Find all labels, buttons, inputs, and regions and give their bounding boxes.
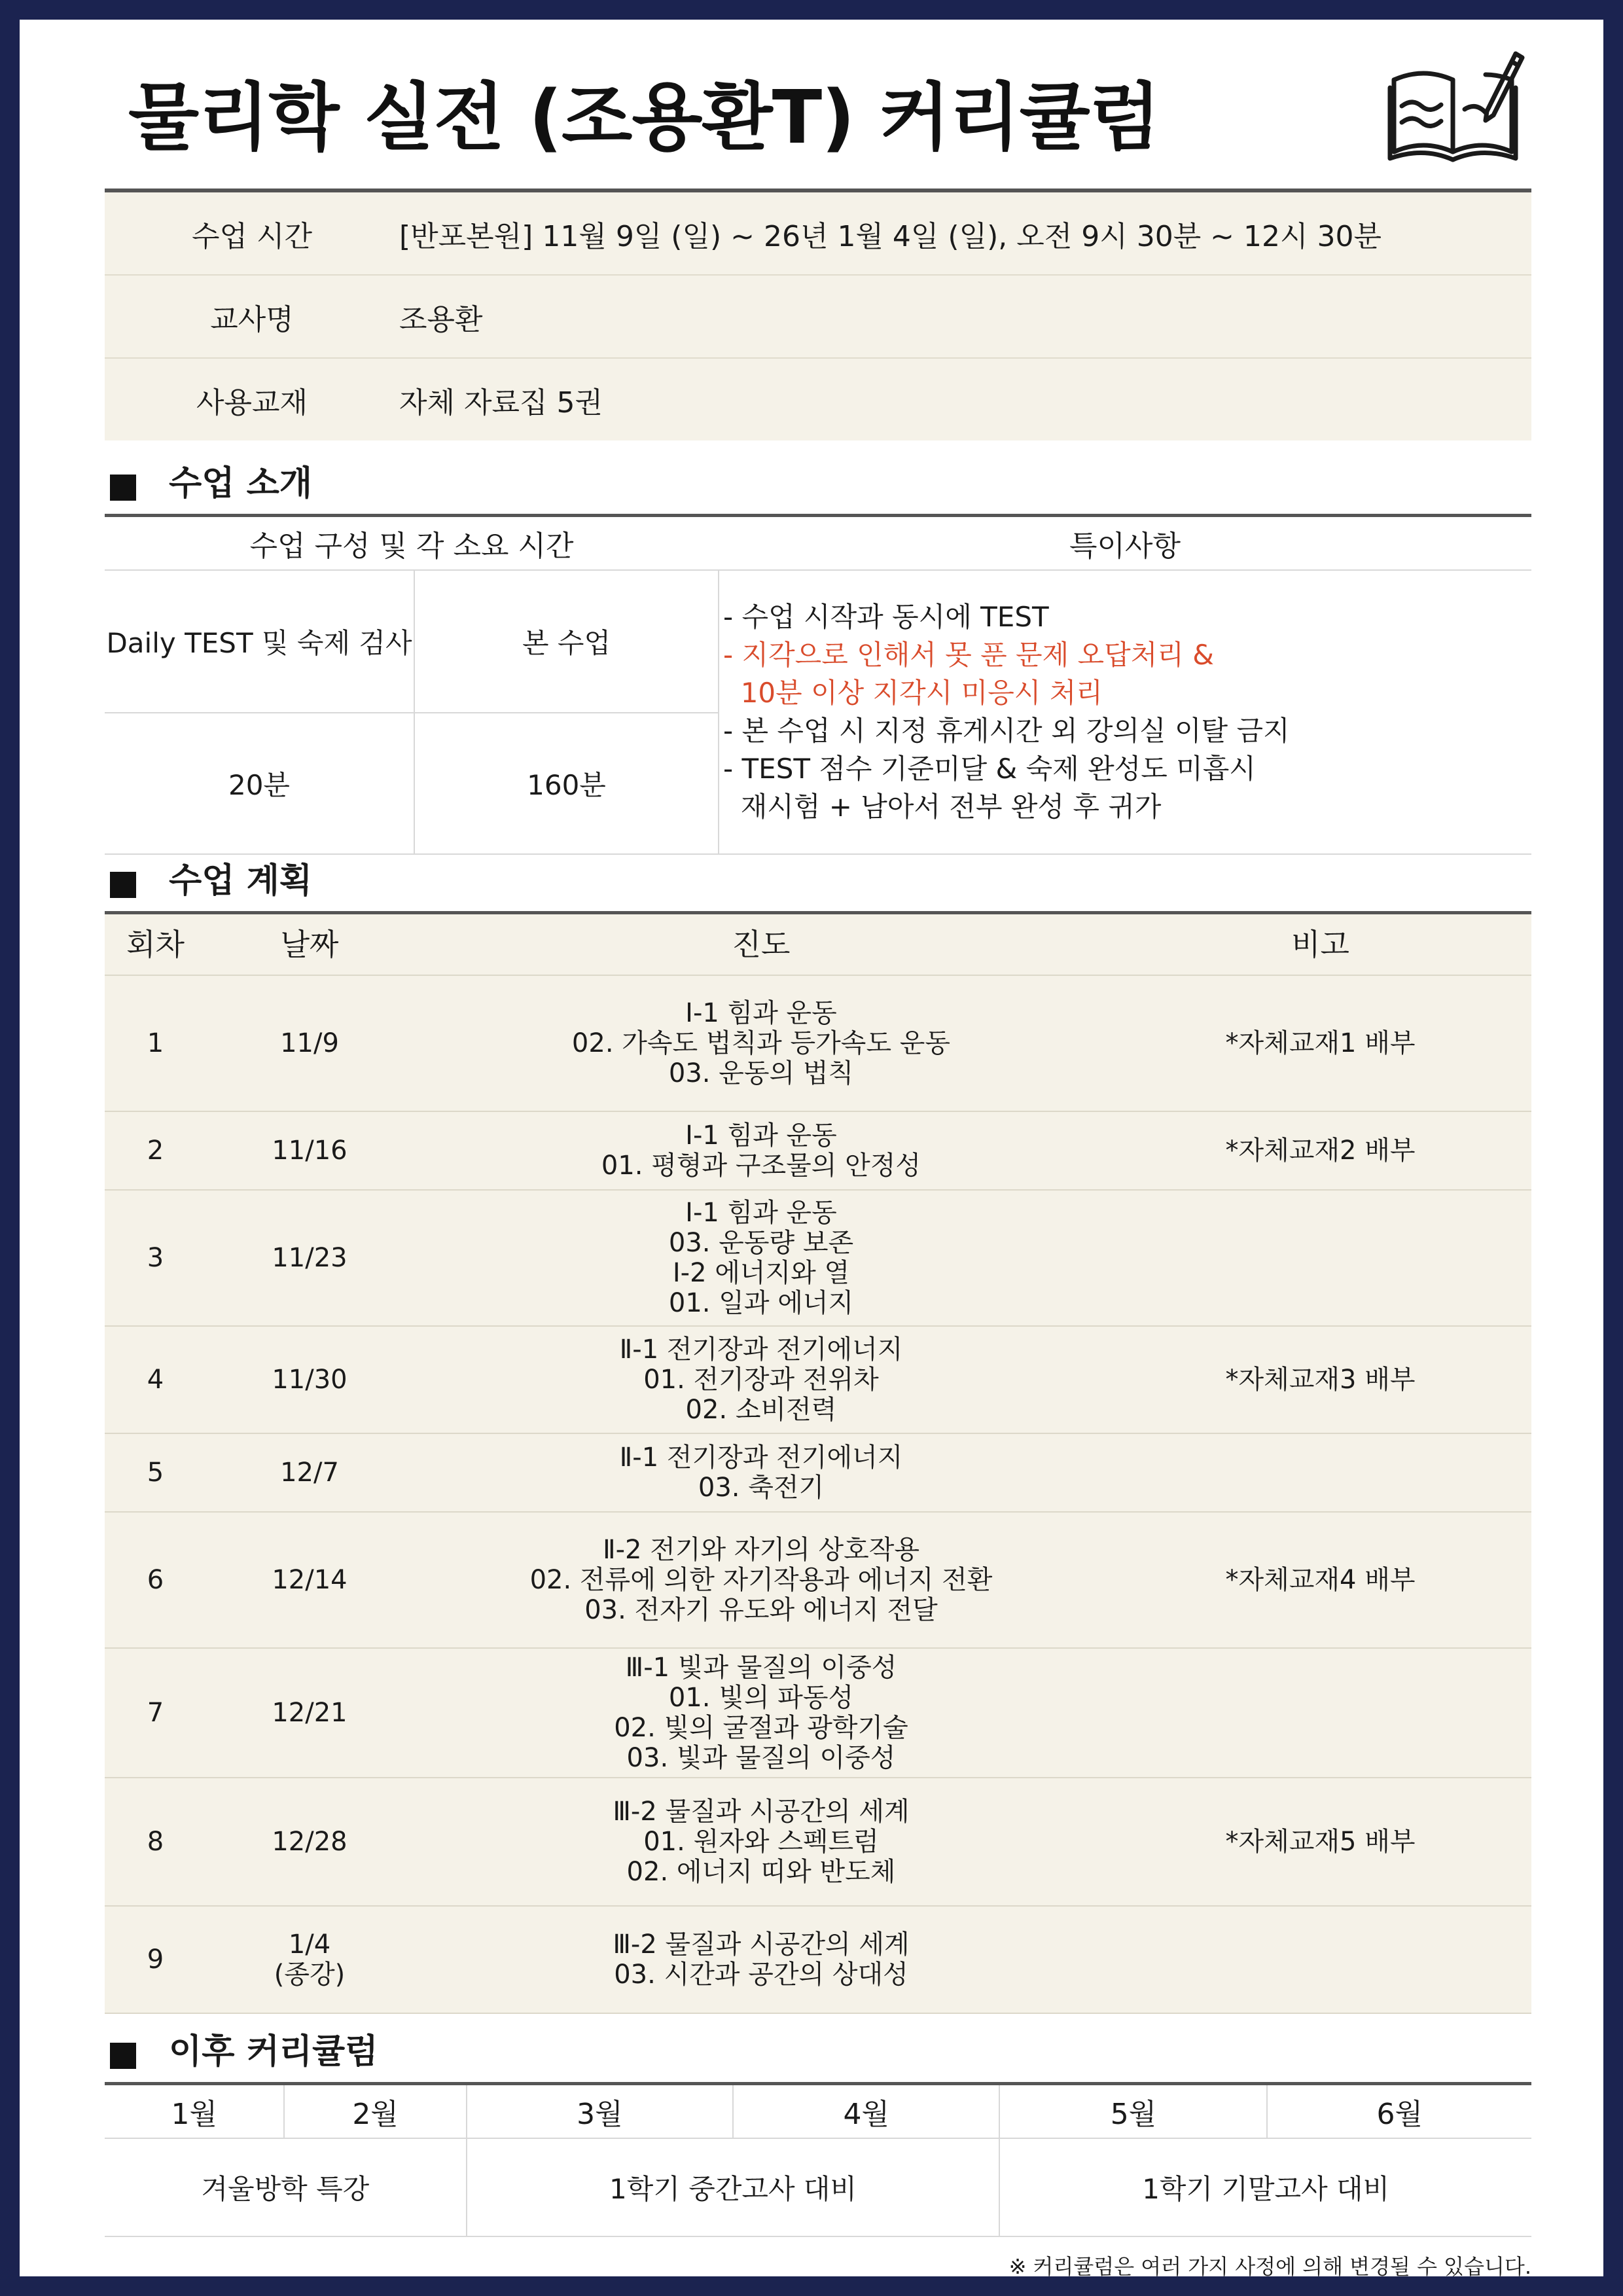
intro-cell: 본 수업 bbox=[414, 570, 719, 713]
section-heading-plan bbox=[105, 855, 1531, 911]
table-row bbox=[105, 1190, 1531, 1326]
info-table bbox=[105, 192, 1531, 440]
section-heading-intro bbox=[105, 440, 1531, 514]
progress-line: 02. 소비전력 bbox=[685, 1395, 837, 1425]
progress-line: 03. 운동의 법칙 bbox=[668, 1058, 854, 1088]
date-line: (종강) bbox=[274, 1960, 346, 1990]
progress-line: Ⅰ-1 힘과 운동 bbox=[685, 1198, 837, 1228]
note-line-warning: 10분 이상 지각시 미응시 처리 bbox=[723, 677, 1103, 709]
note-cell bbox=[1109, 1433, 1531, 1512]
round-cell: 9 bbox=[105, 1906, 206, 2013]
progress-line: 01. 원자와 스펙트럼 bbox=[643, 1827, 879, 1857]
note-cell bbox=[1109, 1906, 1531, 2013]
progress-line: Ⅲ-1 빛과 물질의 이중성 bbox=[625, 1653, 897, 1683]
progress-line: Ⅱ-1 전기장과 전기에너지 bbox=[619, 1335, 903, 1365]
info-row-class-time bbox=[105, 192, 1531, 276]
open-book-pen-icon bbox=[1387, 47, 1525, 165]
round-cell: 3 bbox=[105, 1190, 206, 1326]
progress-line: 03. 시간과 공간의 상대성 bbox=[614, 1960, 908, 1990]
progress-cell bbox=[413, 975, 1109, 1111]
square-bullet-icon bbox=[110, 475, 136, 501]
date-cell: 11/30 bbox=[206, 1326, 413, 1433]
date-cell: 11/9 bbox=[206, 975, 413, 1111]
table-row bbox=[105, 1433, 1531, 1512]
table-row bbox=[105, 1778, 1531, 1906]
info-value: [반포본원] 11월 9일 (일) ~ 26년 1월 4일 (일), 오전 9시 30분 ~ 12시 30분 bbox=[399, 219, 1382, 253]
round-cell: 6 bbox=[105, 1512, 206, 1648]
info-row-textbook bbox=[105, 359, 1531, 440]
round-cell: 8 bbox=[105, 1778, 206, 1906]
note-cell bbox=[1109, 1190, 1531, 1326]
info-row-teacher bbox=[105, 276, 1531, 359]
date-line: 1/4 bbox=[288, 1929, 331, 1960]
round-cell: 5 bbox=[105, 1433, 206, 1512]
plan-col-header: 진도 bbox=[413, 914, 1109, 975]
date-cell: 11/23 bbox=[206, 1190, 413, 1326]
intro-col-header: 수업 구성 및 각 소요 시간 bbox=[105, 517, 719, 570]
progress-line: 01. 빛의 파동성 bbox=[668, 1683, 854, 1713]
month-cell: 3월 bbox=[467, 2085, 733, 2138]
date-cell bbox=[206, 1906, 413, 2013]
intro-col-header: 특이사항 bbox=[719, 517, 1531, 570]
note-cell: *자체교재2 배부 bbox=[1109, 1111, 1531, 1190]
intro-cell: 160분 bbox=[414, 713, 719, 854]
footnote: ※ 커리큘럼은 여러 가지 사정에 의해 변경될 수 있습니다. bbox=[1008, 2254, 1531, 2279]
section-heading-later bbox=[105, 2014, 1531, 2082]
progress-line: 03. 빛과 물질의 이중성 bbox=[626, 1743, 896, 1773]
table-row bbox=[105, 1326, 1531, 1433]
table-row bbox=[105, 1512, 1531, 1648]
progress-line: Ⅲ-2 물질과 시공간의 세계 bbox=[613, 1929, 910, 1960]
document-content bbox=[105, 20, 1531, 2280]
plan-header-row bbox=[105, 914, 1531, 975]
round-cell: 1 bbox=[105, 975, 206, 1111]
info-value: 조용환 bbox=[399, 302, 483, 336]
progress-cell bbox=[413, 1190, 1109, 1326]
progress-cell bbox=[413, 1906, 1109, 2013]
progress-line: 01. 일과 에너지 bbox=[668, 1288, 854, 1318]
progress-cell bbox=[413, 1111, 1109, 1190]
month-cell: 4월 bbox=[733, 2085, 999, 2138]
progress-line: 03. 전자기 유도와 에너지 전달 bbox=[584, 1595, 938, 1625]
progress-line: Ⅰ-2 에너지와 열 bbox=[672, 1258, 850, 1288]
note-cell: *자체교재5 배부 bbox=[1109, 1778, 1531, 1906]
month-cell: 5월 bbox=[999, 2085, 1267, 2138]
note-line: - 수업 시작과 동시에 TEST bbox=[723, 601, 1049, 633]
plan-col-header: 비고 bbox=[1109, 914, 1531, 975]
table-row bbox=[105, 1906, 1531, 2013]
plan-col-header: 회차 bbox=[105, 914, 206, 975]
note-cell: *자체교재3 배부 bbox=[1109, 1326, 1531, 1433]
progress-line: 01. 평형과 구조물의 안정성 bbox=[601, 1151, 921, 1181]
months-row bbox=[105, 2085, 1531, 2138]
page-title: 물리학 실전 (조용환T) 커리큘럼 bbox=[128, 75, 1160, 160]
table-row bbox=[105, 975, 1531, 1111]
progress-line: Ⅱ-1 전기장과 전기에너지 bbox=[619, 1443, 903, 1473]
table-row bbox=[105, 1111, 1531, 1190]
progress-line: 01. 전기장과 전위차 bbox=[643, 1365, 879, 1395]
progress-line: 03. 운동량 보존 bbox=[668, 1228, 854, 1258]
date-cell: 11/16 bbox=[206, 1111, 413, 1190]
info-label: 교사명 bbox=[210, 302, 294, 336]
progress-cell bbox=[413, 1648, 1109, 1778]
later-curriculum-table bbox=[105, 2085, 1531, 2237]
round-cell: 2 bbox=[105, 1111, 206, 1190]
month-cell: 1월 bbox=[105, 2085, 284, 2138]
section-title: 수업 소개 bbox=[169, 464, 313, 503]
month-cell: 2월 bbox=[284, 2085, 466, 2138]
date-cell: 12/14 bbox=[206, 1512, 413, 1648]
round-cell: 4 bbox=[105, 1326, 206, 1433]
intro-row-parts bbox=[105, 570, 1531, 713]
progress-line: 02. 전류에 의한 자기작용과 에너지 전환 bbox=[529, 1565, 993, 1595]
progress-cell bbox=[413, 1512, 1109, 1648]
section-title: 이후 커리큘럼 bbox=[169, 2032, 378, 2072]
month-cell: 6월 bbox=[1267, 2085, 1531, 2138]
note-line: - TEST 점수 기준미달 & 숙제 완성도 미흡시 bbox=[723, 753, 1256, 785]
note-cell: *자체교재4 배부 bbox=[1109, 1512, 1531, 1648]
intro-header-row bbox=[105, 517, 1531, 570]
progress-line: 03. 축전기 bbox=[698, 1473, 825, 1503]
date-cell: 12/21 bbox=[206, 1648, 413, 1778]
progress-line: Ⅰ-1 힘과 운동 bbox=[685, 998, 837, 1028]
progress-line: Ⅰ-1 힘과 운동 bbox=[685, 1121, 837, 1151]
progress-line: 02. 빛의 굴절과 광학기술 bbox=[614, 1713, 908, 1743]
progress-line: 02. 가속도 법칙과 등가속도 운동 bbox=[571, 1028, 951, 1058]
note-cell bbox=[1109, 1648, 1531, 1778]
progress-line: Ⅱ-2 전기와 자기의 상호작용 bbox=[602, 1535, 920, 1565]
page bbox=[20, 20, 1603, 2279]
intro-cell: 20분 bbox=[105, 713, 414, 854]
square-bullet-icon bbox=[110, 2043, 136, 2069]
intro-notes bbox=[719, 570, 1531, 854]
plans-row bbox=[105, 2138, 1531, 2236]
progress-cell bbox=[413, 1433, 1109, 1512]
note-cell: *자체교재1 배부 bbox=[1109, 975, 1531, 1111]
date-cell: 12/28 bbox=[206, 1778, 413, 1906]
section-title: 수업 계획 bbox=[169, 861, 313, 901]
plan-col-header: 날짜 bbox=[206, 914, 413, 975]
intro-table bbox=[105, 517, 1531, 855]
plan-cell: 1학기 기말고사 대비 bbox=[999, 2138, 1531, 2236]
round-cell: 7 bbox=[105, 1648, 206, 1778]
plan-cell: 1학기 중간고사 대비 bbox=[467, 2138, 1000, 2236]
table-row bbox=[105, 1648, 1531, 1778]
progress-cell bbox=[413, 1778, 1109, 1906]
progress-line: Ⅲ-2 물질과 시공간의 세계 bbox=[613, 1797, 910, 1827]
info-value: 자체 자료집 5권 bbox=[399, 386, 603, 420]
progress-line: 02. 에너지 띠와 반도체 bbox=[626, 1857, 896, 1887]
date-cell: 12/7 bbox=[206, 1433, 413, 1512]
plan-cell: 겨울방학 특강 bbox=[105, 2138, 467, 2236]
intro-cell: Daily TEST 및 숙제 검사 bbox=[105, 570, 414, 713]
plan-table bbox=[105, 914, 1531, 2014]
title-row bbox=[105, 20, 1531, 188]
note-line-warning: - 지각으로 인해서 못 푼 문제 오답처리 & bbox=[723, 639, 1214, 671]
note-line: 재시험 + 남아서 전부 완성 후 귀가 bbox=[723, 791, 1162, 823]
square-bullet-icon bbox=[110, 872, 136, 898]
info-label: 사용교재 bbox=[196, 386, 308, 420]
info-label: 수업 시간 bbox=[191, 219, 312, 253]
note-line: - 본 수업 시 지정 휴게시간 외 강의실 이탈 금지 bbox=[723, 715, 1290, 747]
progress-cell bbox=[413, 1326, 1109, 1433]
